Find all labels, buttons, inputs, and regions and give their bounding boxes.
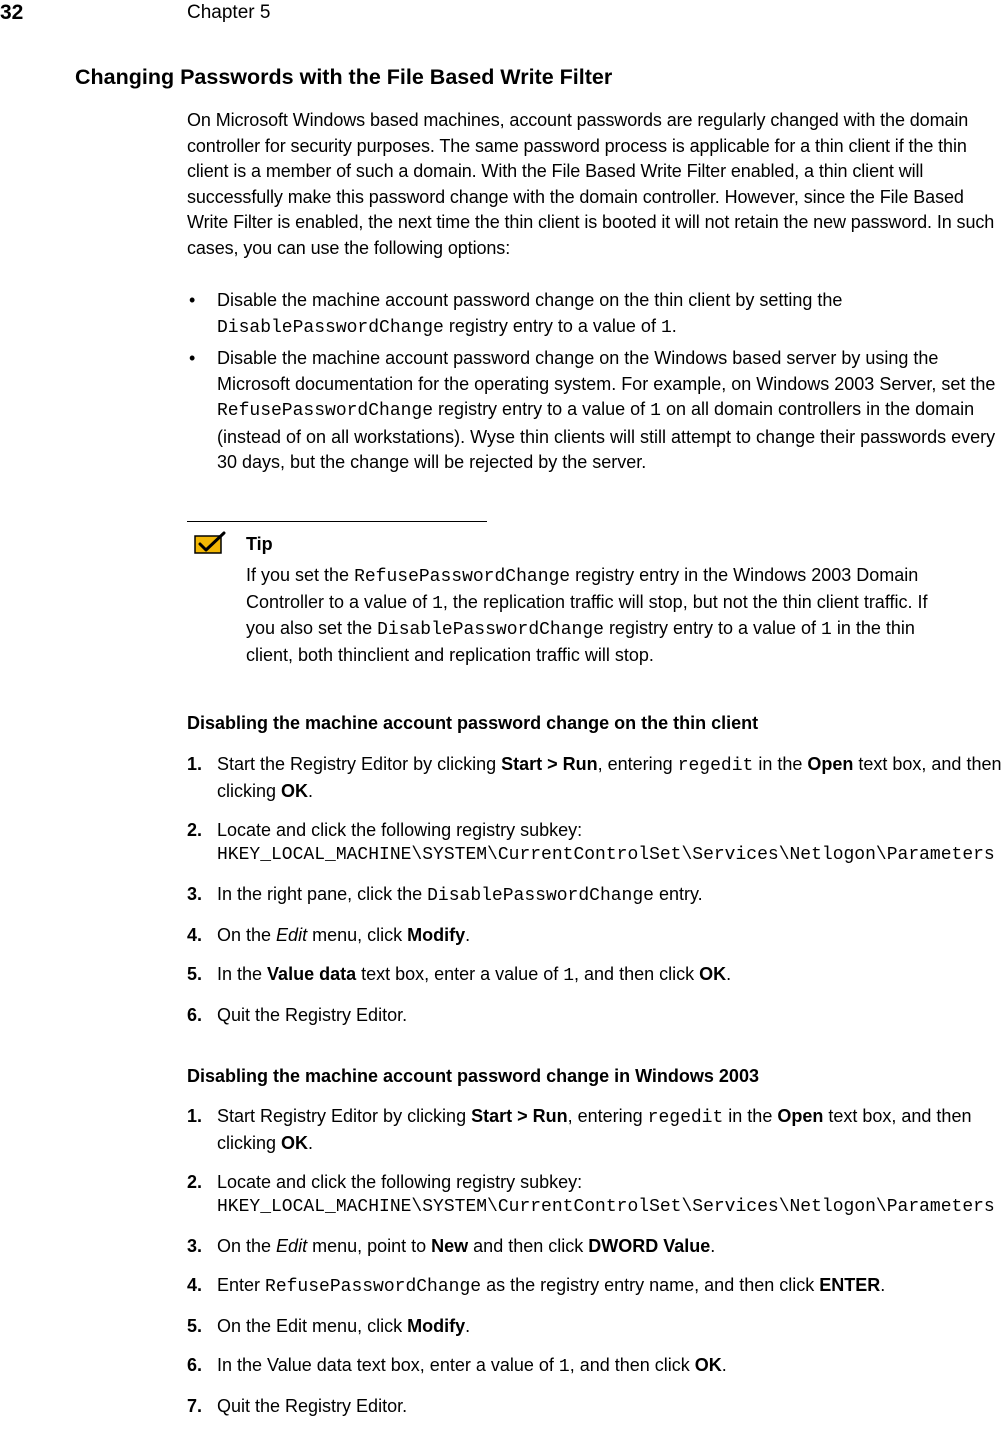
value-code: 1 [650,401,661,421]
tip-heading: Tip [246,534,273,554]
procedure-steps [187,752,1007,1042]
page-number: 32 [0,1,24,24]
step-item: 1. Start the Registry Editor by clicking Start > Run, entering regedit in the Open text box, and then clicking OK. [187,754,1002,801]
intro-paragraph: On Microsoft Windows based machines, account passwords are regularly changed with the domain controller for security purposes. The same password process is applicable for a thin client if the thin client is a member of such a domain. With the File Based Write Filter enabled, a thin client will successfully make this password change with the domain controller. However, since the File Based Write Filter is enabled, the next time the thin client is booted it will not retain the new password. In such cases, you can use the following options: [187,110,995,258]
step-item: 3. On the Edit menu, point to New and then click DWORD Value. [187,1236,716,1256]
tip-text: If you set the RefusePasswordChange registry entry in the Windows 2003 Domain Controller to a value of 1, the replication traffic will stop, but not the thin client traffic. If you also set the DisablePasswordChange registry entry to a value of 1 in the thin client, both thinclient and replication traffic will stop. [246,565,928,665]
list-item: • Disable the machine account password change on the Windows based server by using the Microsoft documentation for the operating system. For example, on Windows 2003 Server, set the RefusePasswordChange registry entry to a value of 1 on all domain controllers in the domain (instead of on all workstations). Wyse thin clients will still attempt to change their passwords every 30 days, but the change will be rejected by the server. [189,348,996,472]
step-item: 4. On the Edit menu, click Modify. [187,925,471,945]
list-item: • Disable the machine account password change on the thin client by setting the DisablePasswordChange registry entry to a value of 1. [189,290,843,338]
step-item: 1. Start Registry Editor by clicking Start > Run, entering regedit in the Open text box, and then clicking OK. [187,1106,972,1153]
chapter-label: Chapter 5 [187,2,271,23]
step-item: 2. Locate and click the following registry subkey: HKEY_LOCAL_MACHINE\SYSTEM\CurrentControlSet\Services\Netlogon\Parameters [187,1170,1007,1220]
step-item: 5. On the Edit menu, click Modify. [187,1316,471,1336]
section-title: Changing Passwords with the File Based Write Filter [75,65,613,89]
step-item: 7. Quit the Registry Editor. [187,1396,408,1416]
procedure-steps [187,1104,1007,1433]
step-item: 2. Locate and click the following registry subkey: HKEY_LOCAL_MACHINE\SYSTEM\CurrentControlSet\Services\Netlogon\Parameters [187,818,1007,868]
checkbox-tip-icon [194,531,226,555]
step-item: 3. In the right pane, click the DisablePasswordChange entry. [187,884,703,906]
procedure-heading: Disabling the machine account password change on the thin client [187,713,759,733]
registry-entry-code: RefusePasswordChange [217,401,434,421]
step-item: 4. Enter RefusePasswordChange as the registry entry name, and then click ENTER. [187,1275,886,1297]
step-item: 5. In the Value data text box, enter a value of 1, and then click OK. [187,964,732,986]
step-item: 6. Quit the Registry Editor. [187,1005,408,1025]
tip-divider [187,521,487,522]
procedure-heading: Disabling the machine account password change in Windows 2003 [187,1066,759,1086]
options-list [187,288,1007,481]
value-code: 1 [660,317,672,338]
bullet-marker: • [189,290,196,310]
registry-path: HKEY_LOCAL_MACHINE\SYSTEM\CurrentControlSet\Services\Netlogon\Parameters [217,845,995,865]
step-item: 6. In the Value data text box, enter a value of 1, and then click OK. [187,1355,727,1377]
registry-entry-code: DisablePasswordChange [217,317,444,338]
bullet-marker: • [189,348,196,368]
registry-path: HKEY_LOCAL_MACHINE\SYSTEM\CurrentControlSet\Services\Netlogon\Parameters [217,1197,995,1217]
